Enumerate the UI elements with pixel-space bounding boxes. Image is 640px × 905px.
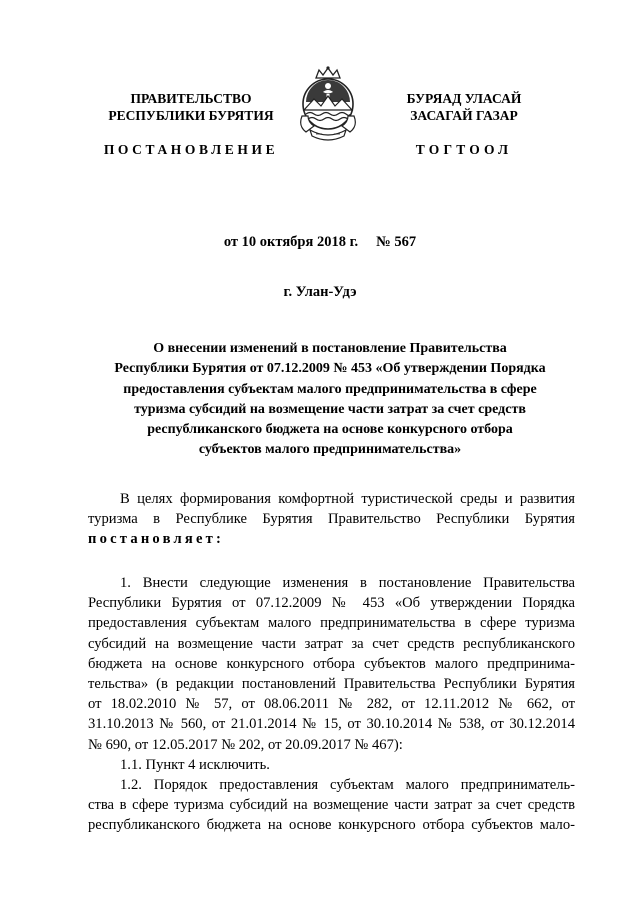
item-1-line: предоставления субъектам малого предпринимательства в сфере туризма <box>88 615 575 632</box>
title-line: субъектов малого предпринимательства» <box>198 442 462 458</box>
header-right-block <box>385 90 543 158</box>
header-left-line1: ПРАВИТЕЛЬСТВО <box>130 91 252 106</box>
preamble-line: туризма в Республике Бурятия Правительство Республики Бурятия <box>88 511 575 528</box>
item-1 <box>88 573 575 836</box>
item-1-line: № 690, от 12.05.2017 № 202, от 20.09.2017 № 467): <box>88 736 403 753</box>
date-number-line <box>0 234 640 251</box>
item-1-2-line: республиканского бюджета на основе конкурсного отбора субъектов мало- <box>88 817 575 834</box>
document-number: № 567 <box>376 234 417 250</box>
header-left-line2: РЕСПУБЛИКИ БУРЯТИЯ <box>108 108 274 123</box>
header-right-doc-type: ТОГТООЛ <box>415 142 513 157</box>
item-1-2-line: 1.2. Порядок предоставления субъектам малого предприниматель- <box>120 777 575 794</box>
city: г. Улан-Удэ <box>283 284 357 300</box>
header-left-doc-type: ПОСТАНОВЛЕНИЕ <box>103 142 279 157</box>
item-1-2-line: ства в сфере туризма субсидий на возмещение части затрат за счет средств <box>88 797 575 814</box>
preamble-line: В целях формирования комфортной туристической среды и развития <box>120 491 575 507</box>
title-line: О внесении изменений в постановление Правительства <box>153 341 507 356</box>
document-date: от 10 октября 2018 г. <box>223 234 359 250</box>
header-right-line1: БУРЯАД УЛАСАЙ <box>406 91 522 106</box>
item-1-line: бюджета на основе конкурсного отбора субъектов малого предпринима- <box>88 655 575 672</box>
item-1-line: 31.10.2013 № 560, от 21.01.2014 № 15, от 30.10.2014 № 538, от 30.12.2014 <box>88 716 575 733</box>
item-1-1: 1.1. Пункт 4 исключить. <box>120 756 270 773</box>
item-1-line: 1. Внести следующие изменения в постановление Правительства <box>120 575 575 591</box>
item-1-line: тельства» (в редакции постановлений Правительства Республики Бурятия <box>88 676 575 693</box>
title-line: Республики Бурятия от 07.12.2009 № 453 «Об утверждении Порядка <box>114 361 546 377</box>
header-right-line2: ЗАСАГАЙ ГАЗАР <box>410 108 518 123</box>
title-line: предоставления субъектам малого предпринимательства в сфере <box>123 381 537 397</box>
item-1-line: от 18.02.2010 № 57, от 08.06.2011 № 282, от 12.11.2012 № 662, от <box>88 696 575 713</box>
title-line: туризма субсидий на возмещение части затрат за счет средств <box>134 401 526 417</box>
item-1-line: субсидий на возмещение части затрат за счет средств республиканского <box>88 635 575 652</box>
title-line: республиканского бюджета на основе конкурсного отбора <box>147 422 513 438</box>
header-left-block <box>96 90 286 158</box>
document-title <box>80 339 580 461</box>
resolves-word: постановляет: <box>88 531 225 548</box>
coat-of-arms-buryatia-icon <box>292 64 364 144</box>
item-1-line: Республики Бурятия от 07.12.2009 № 453 «Об утверждении Порядка <box>88 595 575 612</box>
preamble <box>88 489 575 550</box>
